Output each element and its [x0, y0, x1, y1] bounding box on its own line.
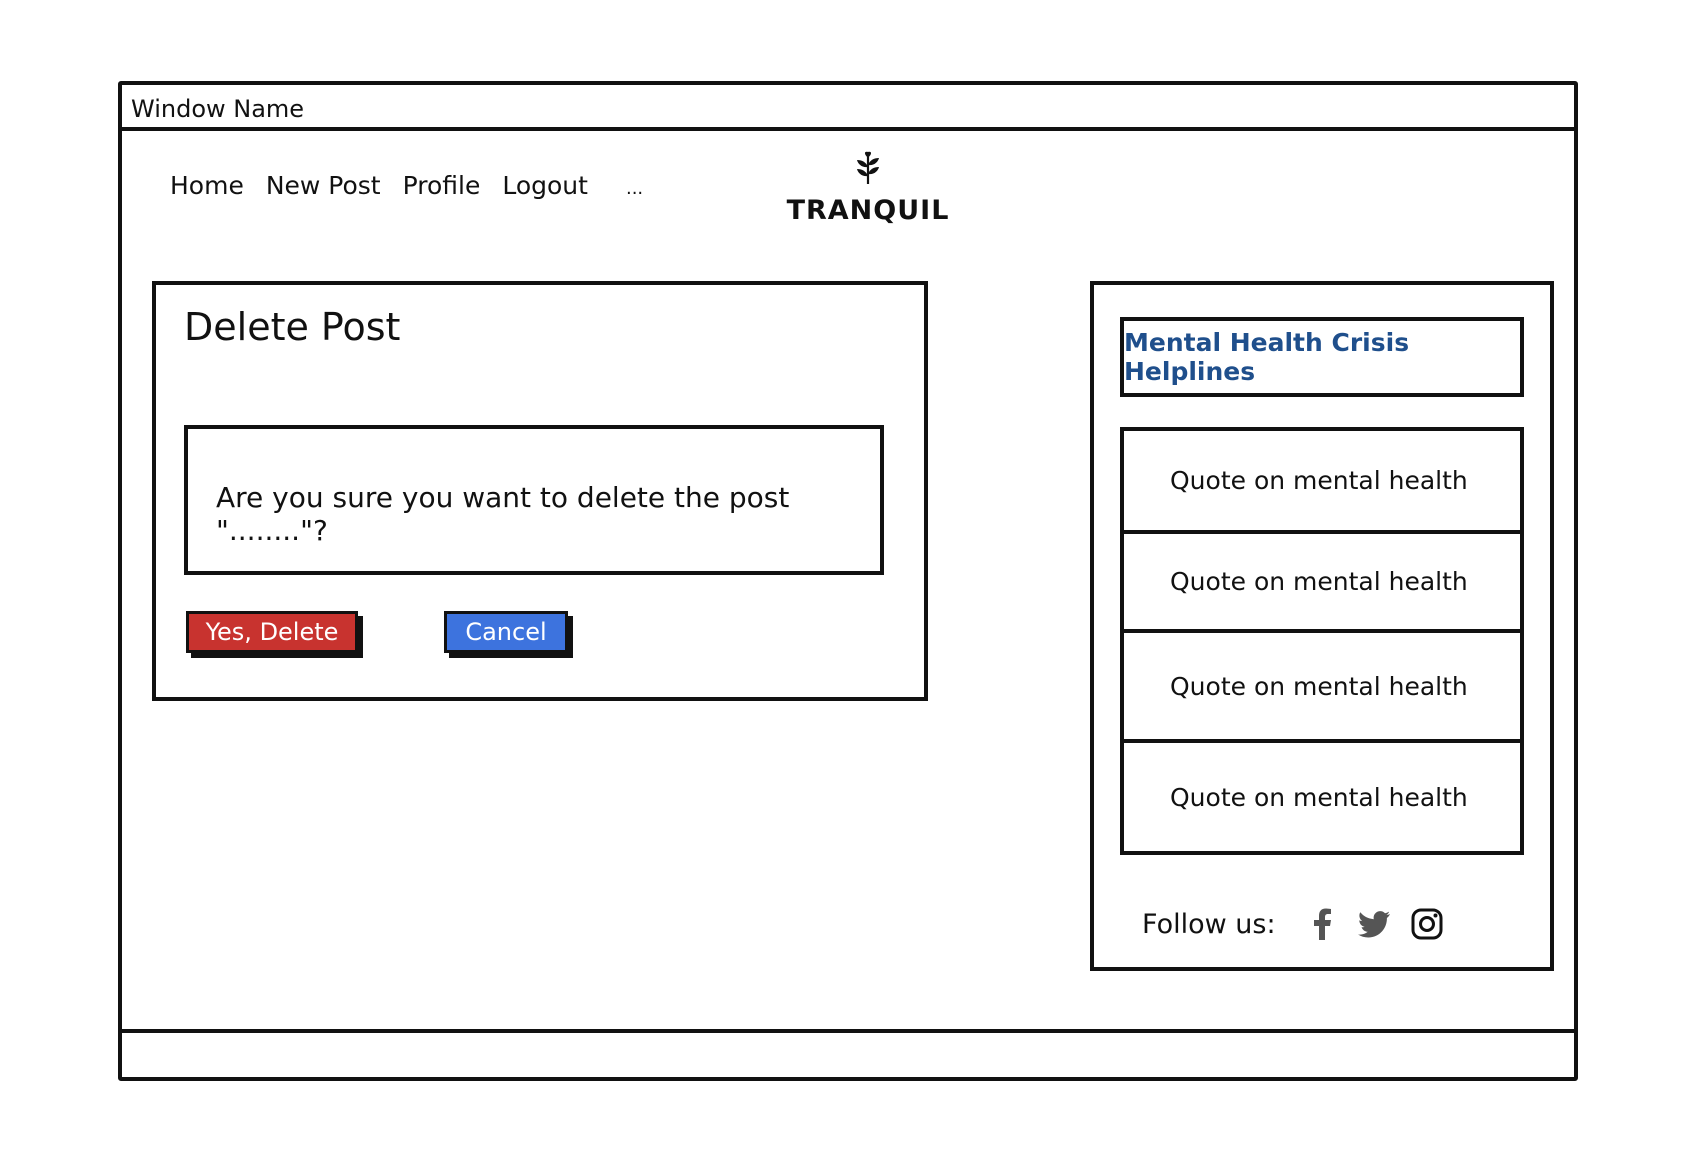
facebook-icon[interactable] [1306, 907, 1340, 941]
quote-text: Quote on mental health [1170, 782, 1468, 812]
nav-new-post[interactable]: New Post [265, 171, 381, 200]
helplines-link[interactable] [1120, 317, 1524, 397]
leaf-sprig-icon [853, 151, 883, 185]
window-titlebar [122, 85, 1574, 131]
quote-card [1120, 427, 1524, 534]
confirm-delete-button[interactable]: Yes, Delete [186, 611, 358, 653]
nav-profile[interactable]: Profile [402, 171, 481, 200]
nav-home[interactable]: Home [170, 171, 244, 200]
quote-card [1120, 629, 1524, 743]
confirmation-message-box [184, 425, 884, 575]
sidebar-panel [1090, 281, 1554, 971]
quote-text: Quote on mental health [1170, 567, 1468, 596]
quote-card [1120, 739, 1524, 855]
site-logo[interactable] [778, 151, 958, 226]
nav-more[interactable]: ... [625, 178, 644, 199]
window-statusbar [122, 1029, 1574, 1077]
follow-us [1142, 907, 1462, 941]
instagram-icon[interactable] [1410, 907, 1444, 941]
nav-logout[interactable]: Logout [502, 171, 588, 200]
window-title: Window Name [131, 95, 305, 123]
logo-text: TRANQUIL [786, 195, 950, 226]
quote-text: Quote on mental health [1170, 671, 1468, 701]
follow-label: Follow us: [1142, 908, 1276, 940]
twitter-icon[interactable] [1358, 907, 1392, 941]
quote-list [1120, 427, 1524, 855]
cancel-button[interactable]: Cancel [444, 611, 568, 653]
page-title: Delete Post [184, 305, 401, 349]
main-nav [170, 171, 643, 200]
quote-card [1120, 530, 1524, 633]
helplines-label: Mental Health Crisis Helplines [1124, 328, 1410, 386]
confirmation-message: Are you sure you want to delete the post "........"? [216, 481, 790, 547]
quote-text: Quote on mental health [1170, 466, 1468, 495]
delete-post-panel [152, 281, 928, 701]
browser-window [118, 81, 1578, 1081]
